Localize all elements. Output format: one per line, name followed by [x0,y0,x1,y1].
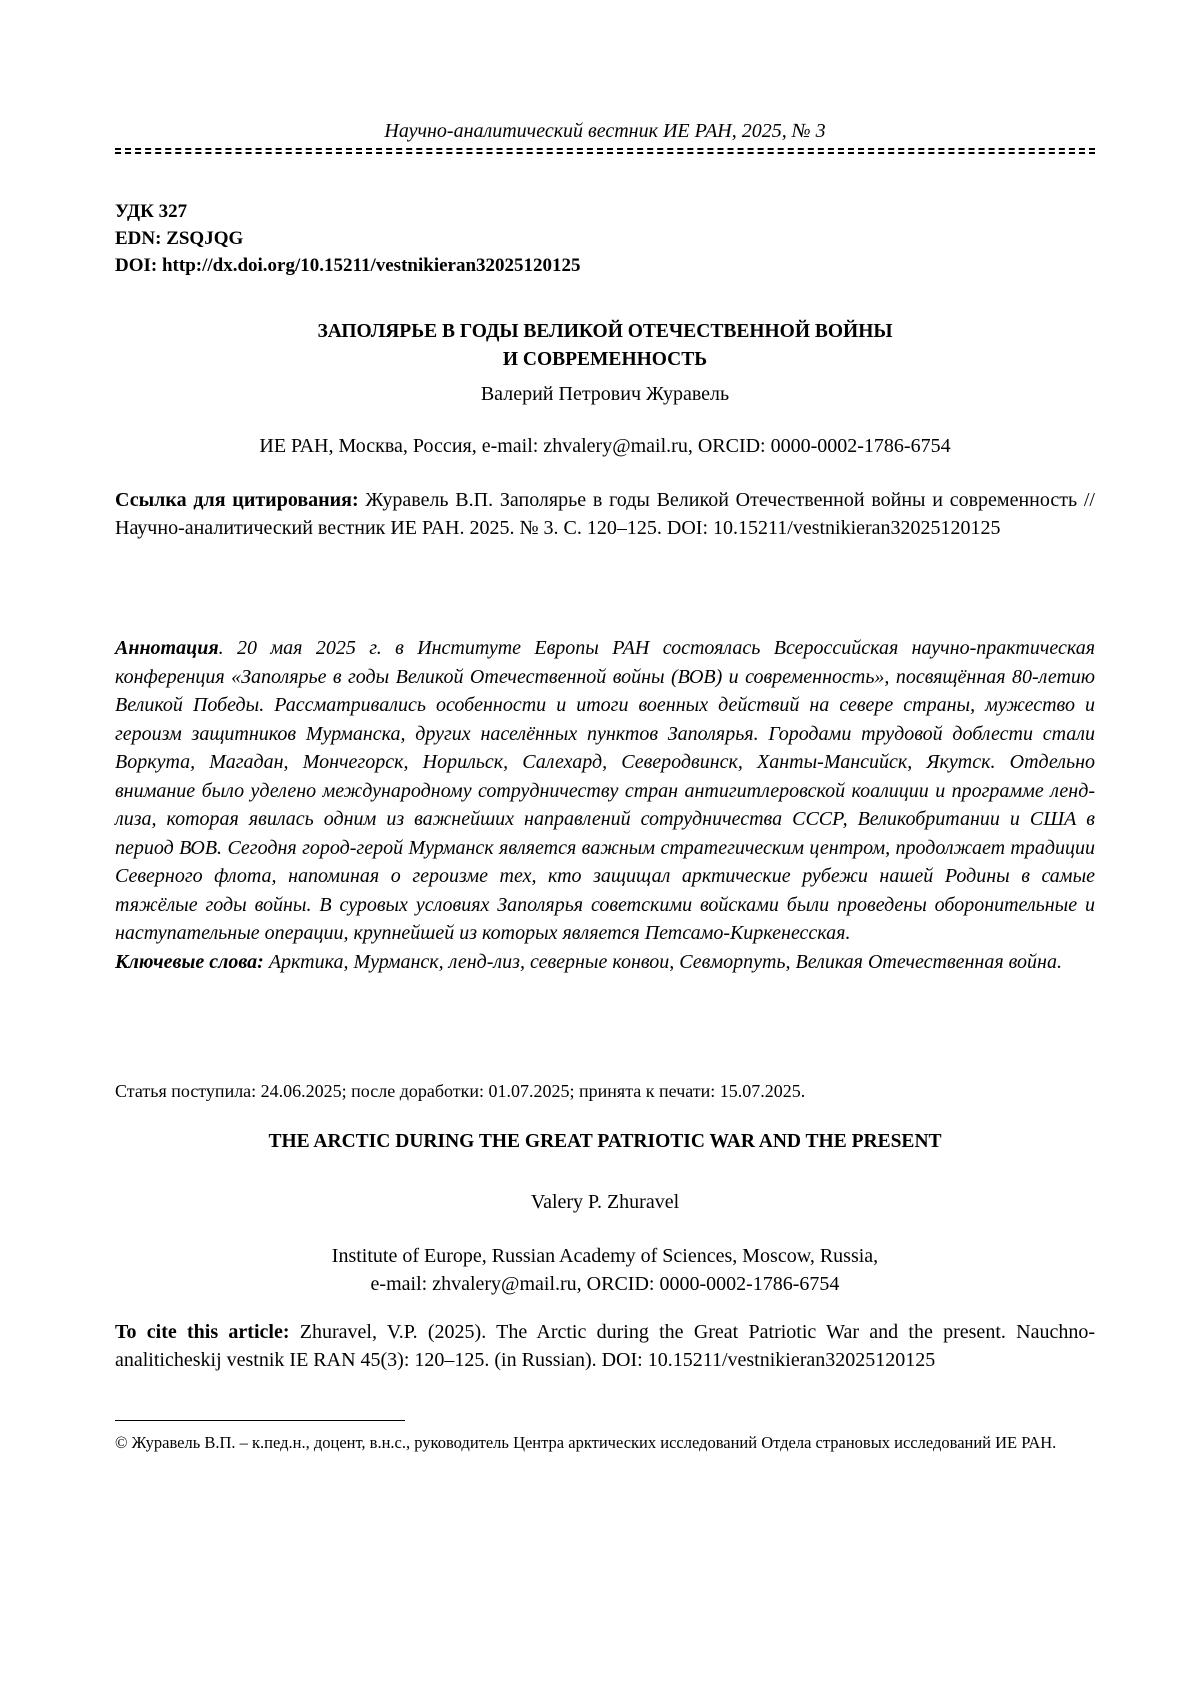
abstract-ru [115,634,1095,976]
citation-en-label: To cite this article: [115,1321,290,1343]
article-title-en: THE ARCTIC DURING THE GREAT PATRIOTIC WAR AND THE PRESENT [268,1131,942,1152]
citation-en [115,1318,1095,1375]
identifiers-block [115,198,581,279]
footnote-divider [115,1420,405,1421]
affiliation-en-line-2: e-mail: zhvalery@mail.ru, ORCID: 0000-0002-1786-6754 [370,1273,840,1295]
abstract-ru-label: Аннотация [115,637,219,659]
keywords-ru-label: Ключевые слова: [115,950,264,973]
affiliation-en-line-1: Institute of Europe, Russian Academy of Sciences, Moscow, Russia, [331,1245,879,1267]
abstract-ru-text: . 20 мая 2025 г. в Институте Европы РАН состоялась Всероссийская научно-практическая конференция «Заполярье в годы Великой Отечественной войны (ВОВ) и современность», посвящённая 80-летию Великой Победы. Рассматривались особенности и итоги военных действий на севере страны, мужество и героизм защитников Мурманска, других населённых пунктов Заполярья. Городами трудовой доблести стали Воркута, Магадан, Мончегорск, Норильск, Салехард, Северодвинск, Ханты-Мансийск, Якутск. Отдельно внимание было уделено международному сотрудничеству стран антигитлеровской коалиции и программе ленд-лиза, которая явилась одним из важнейших направлений сотрудничества СССР, Великобритании и США в период ВОВ. Сегодня город-герой Мурманск является важным стратегическим центром, продолжает традиции Северного флота, напоминая о героизме тех, кто защищал арктические рубежи нашей Родины в самые тяжёлые годы войны. В суровых условиях Заполярья советскими войсками были проведены оборонительные и наступательные операции, крупнейшей из которых является Петсамо-Киркенесская. [115,637,1095,944]
citation-ru-text: Журавель В.П. Заполярье в годы Великой Отечественной войны и современность // Научно-аналитический вестник ИЕ РАН. 2025. № 3. С. 120–125. DOI: 10.15211/vestnikieran32025120125 [115,489,1095,540]
affiliation-ru: ИЕ РАН, Москва, Россия, e-mail: zhvalery@mail.ru, ORCID: 0000-0002-1786-6754 [259,435,951,457]
citation-en-text: Zhuravel, V.P. (2025). The Arctic during the Great Patriotic War and the present. Nauchno-analiticheskij vestnik IE RAN 45(3): 120–125. (in Russian). DOI: 10.15211/vestnikieran32025120125 [115,1321,1095,1372]
citation-ru-label: Ссылка для цитирования: [115,489,359,511]
author-ru: Валерий Петрович Журавель [480,383,730,405]
keywords-ru-text: Арктика, Мурманск, ленд-лиз, северные конвои, Севморпуть, Великая Отечественная война. [263,950,1062,973]
article-title-ru [115,318,1095,374]
title-ru-line-2: И СОВРЕМЕННОСТЬ [502,349,708,370]
author-footnote: © Журавель В.П. – к.пед.н., доцент, в.н.с., руководитель Центра арктических исследований Отдела страновых исследований ИЕ РАН. [115,1433,1057,1452]
udk-code: УДК 327 [115,201,188,222]
received-dates: Статья поступила: 24.06.2025; после доработки: 01.07.2025; принята к печати: 15.07.2025. [115,1081,806,1101]
citation-ru [115,486,1095,543]
doi-link[interactable]: DOI: http://dx.doi.org/10.15211/vestnikieran32025120125 [115,255,581,276]
title-ru-line-1: ЗАПОЛЯРЬЕ В ГОДЫ ВЕЛИКОЙ ОТЕЧЕСТВЕННОЙ ВОЙНЫ [317,321,893,342]
header-divider [115,148,1095,154]
affiliation-en [115,1242,1095,1298]
journal-header: Научно-аналитический вестник ИЕ РАН, 2025, № 3 [384,120,826,142]
edn-code: EDN: ZSQJQG [115,228,244,249]
author-en: Valery P. Zhuravel [530,1191,680,1213]
